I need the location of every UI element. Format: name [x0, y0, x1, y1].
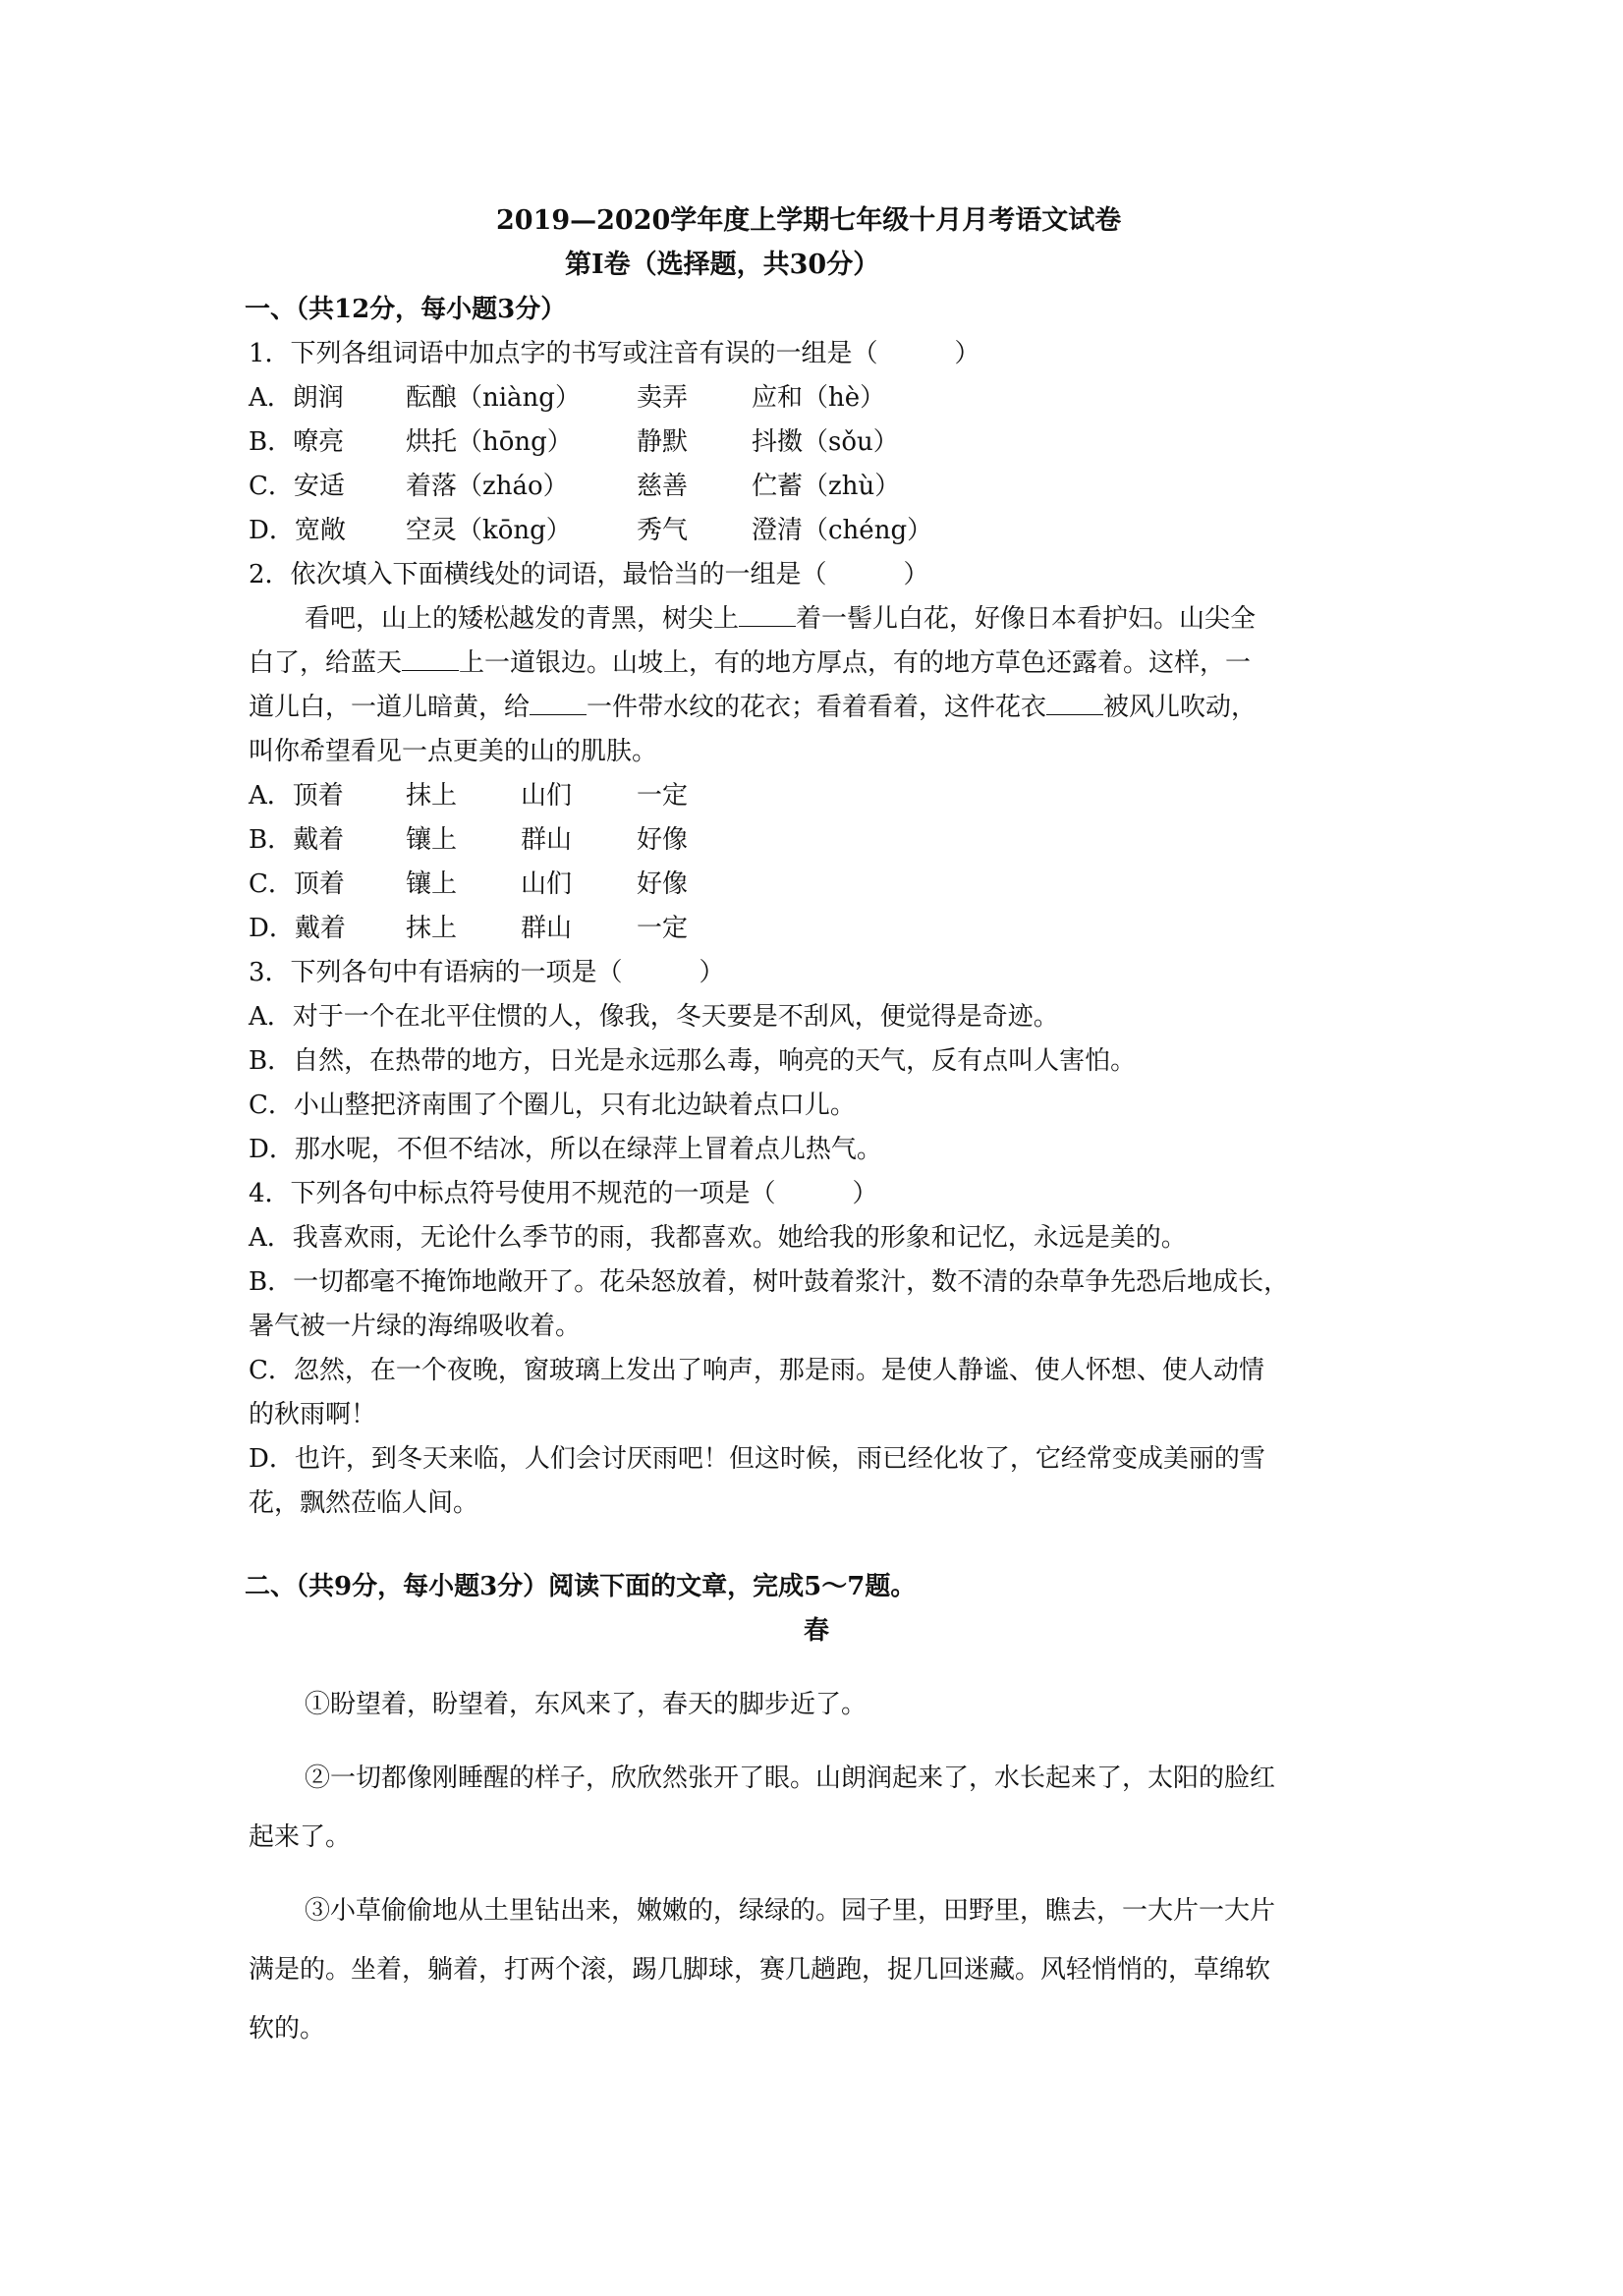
passage-paragraph-1: ①盼望着，盼望着，东风来了，春天的脚步近了。 — [305, 1690, 867, 1719]
q1-option-c-3: 慈善 — [637, 472, 689, 501]
q4-stem: 4．下列各句中标点符号使用不规范的一项是（ ） — [249, 1179, 878, 1208]
q1-option-c-2: 着落（zháo） — [406, 472, 569, 501]
q2-passage-text: 着一髻儿白花，好像日本看护妇。山尖全 — [796, 604, 1257, 634]
q2-option-a-1: A．顶着 — [249, 781, 344, 811]
q2-option-c-2: 镶上 — [406, 869, 458, 899]
exam-title: 2019—2020学年度上学期七年级十月月考语文试卷 — [496, 205, 1122, 236]
q2-passage-line2 — [249, 648, 1251, 678]
q2-passage-text: 道儿白，一道儿暗黄，给 — [249, 693, 531, 722]
q1-option-b-1: B．嘹亮 — [249, 427, 345, 457]
q2-option-c-1: C．顶着 — [249, 869, 345, 899]
q2-option-d-1: D．戴着 — [249, 914, 346, 943]
passage-paragraph-2-line2: 起来了。 — [249, 1822, 352, 1852]
q4-option-d-line1: D．也许，到冬天来临，人们会讨厌雨吧！但这时候，雨已经化妆了，它经常变成美丽的雪 — [249, 1444, 1265, 1474]
q2-passage-text: 上一道银边。山坡上，有的地方厚点，有的地方草色还露着。这样，一 — [459, 648, 1252, 678]
q1-stem: 1．下列各组词语中加点字的书写或注音有误的一组是（ ） — [249, 339, 980, 368]
q4-option-b-line2: 暑气被一片绿的海绵吸收着。 — [249, 1312, 582, 1341]
q2-option-b-1: B．戴着 — [249, 825, 345, 855]
fill-blank-1 — [739, 604, 796, 627]
q2-option-a-2: 抹上 — [406, 781, 458, 811]
q4-option-b-line1: B．一切都毫不掩饰地敞开了。花朵怒放着，树叶鼓着浆汁，数不清的杂草争先恐后地成长， — [249, 1267, 1290, 1297]
q1-option-d-1: D．宽敞 — [249, 516, 346, 545]
q1-option-c-1: C．安适 — [249, 472, 345, 501]
q2-option-b-4: 好像 — [637, 825, 689, 855]
q1-option-d-3: 秀气 — [637, 516, 689, 545]
passage-paragraph-2-line1: ②一切都像刚睡醒的样子，欣欣然张开了眼。山朗润起来了，水长起来了，太阳的脸红 — [305, 1764, 1276, 1793]
q1-option-b-3: 静默 — [637, 427, 689, 457]
q4-option-a: A．我喜欢雨，无论什么季节的雨，我都喜欢。她给我的形象和记忆，永远是美的。 — [249, 1223, 1187, 1253]
passage-paragraph-3-line1: ③小草偷偷地从土里钻出来，嫩嫩的，绿绿的。园子里，田野里，瞧去，一大片一大片 — [305, 1896, 1276, 1926]
section2-heading: 二、（共9分，每小题3分）阅读下面的文章，完成5～7题。 — [245, 1572, 917, 1601]
q2-passage-line3 — [249, 693, 1257, 722]
q2-passage-text: 被风儿吹动， — [1103, 693, 1258, 722]
passage-paragraph-3-line2: 满是的。坐着，躺着，打两个滚，踢几脚球，赛几趟跑，捉几回迷藏。风轻悄悄的，草绵软 — [249, 1955, 1271, 1985]
section1-heading: 一、（共12分，每小题3分） — [245, 295, 567, 324]
q1-option-a-3: 卖弄 — [637, 383, 689, 413]
q1-option-a-2: 酝酿（niàng） — [406, 383, 581, 413]
q2-option-d-3: 群山 — [521, 914, 573, 943]
q1-option-c-4: 伫蓄（zhù） — [752, 472, 901, 501]
passage-paragraph-3-line3: 软的。 — [249, 2014, 326, 2044]
q1-option-d-2: 空灵（kōng） — [406, 516, 572, 545]
q2-option-d-2: 抹上 — [406, 914, 458, 943]
q1-option-a-1: A．朗润 — [249, 383, 344, 413]
fill-blank-3 — [530, 693, 587, 715]
q4-option-d-line2: 花，飘然莅临人间。 — [249, 1488, 479, 1518]
q1-option-b-2: 烘托（hōng） — [406, 427, 573, 457]
q2-passage-line4: 叫你希望看见一点更美的山的肌肤。 — [249, 737, 658, 766]
passage-title: 春 — [804, 1616, 830, 1646]
q2-option-b-3: 群山 — [521, 825, 573, 855]
q3-option-d: D．那水呢，不但不结冰，所以在绿萍上冒着点儿热气。 — [249, 1135, 882, 1164]
q3-option-a: A．对于一个在北平住惯的人，像我，冬天要是不刮风，便觉得是奇迹。 — [249, 1002, 1059, 1032]
q2-stem: 2．依次填入下面横线处的词语，最恰当的一组是（ ） — [249, 560, 929, 589]
q2-option-c-4: 好像 — [637, 869, 689, 899]
q1-option-a-4: 应和（hè） — [752, 383, 886, 413]
q1-option-d-4: 澄清（chéng） — [752, 516, 933, 545]
q2-option-a-3: 山们 — [521, 781, 573, 811]
q2-option-a-4: 一定 — [637, 781, 689, 811]
q3-option-b: B．自然，在热带的地方，日光是永远那么毒，响亮的天气，反有点叫人害怕。 — [249, 1046, 1137, 1076]
q4-option-c-line2: 的秋雨啊！ — [249, 1400, 377, 1429]
q2-option-d-4: 一定 — [637, 914, 689, 943]
q3-option-c: C．小山整把济南围了个圈儿，只有北边缺着点口儿。 — [249, 1091, 856, 1120]
q1-option-b-4: 抖擞（sǒu） — [752, 427, 899, 457]
part-subtitle: 第Ⅰ卷（选择题，共30分） — [565, 250, 880, 280]
q2-passage-text: 看吧，山上的矮松越发的青黑，树尖上 — [305, 604, 740, 634]
q2-option-c-3: 山们 — [521, 869, 573, 899]
fill-blank-4 — [1046, 693, 1103, 715]
q3-stem: 3．下列各句中有语病的一项是（ ） — [249, 958, 725, 987]
q2-passage-line1 — [305, 604, 1256, 634]
q2-passage-text: 一件带水纹的花衣；看着看着，这件花衣 — [587, 693, 1047, 722]
fill-blank-2 — [402, 648, 459, 671]
q2-passage-text: 白了，给蓝天 — [249, 648, 403, 678]
q4-option-c-line1: C．忽然，在一个夜晚，窗玻璃上发出了响声，那是雨。是使人静谧、使人怀想、使人动情 — [249, 1356, 1264, 1385]
q2-option-b-2: 镶上 — [406, 825, 458, 855]
